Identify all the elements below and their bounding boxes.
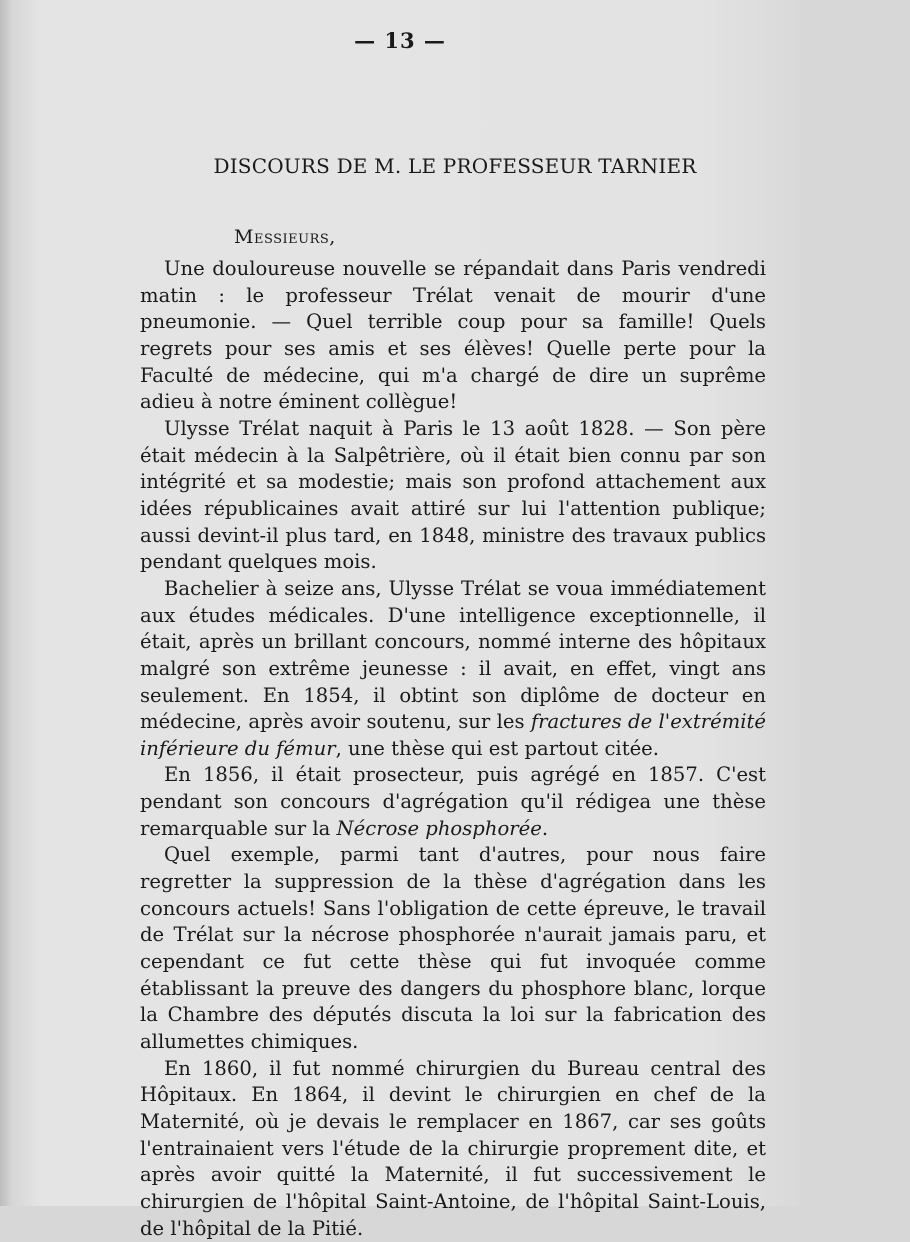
paragraph	[140, 576, 766, 763]
paragraph-text: En 1856, il était prosecteur, puis agrégé en 1857. C'est pendant son concours d'agrégation qu'il rédigea une thèse remarquable sur la	[140, 763, 766, 840]
salutation: Messieurs,	[234, 226, 336, 248]
thesis-title-italic: fractures de l'extrémité inférieure du fémur	[140, 710, 766, 760]
paragraph-text: , une thèse qui est partout citée.	[335, 736, 659, 760]
thesis-title-italic: Nécrose phosphorée	[336, 816, 542, 840]
paragraph: En 1860, il fut nommé chirurgien du Bureau central des Hôpitaux. En 1864, il devint le chirurgien en chef de la Maternité, où je devais le remplacer en 1867, car ses goûts l'entrainaient vers l'étude de la chirurgie proprement dite, et après avoir quitté la Maternité, il fut successivement le chirurgien de l'hôpital Saint-Antoine, de l'hôpital Saint-Louis, de l'hôpital de la Pitié.	[140, 1056, 766, 1240]
paragraph: Une douloureuse nouvelle se répandait dans Paris vendredi matin : le professeur Trélat venait de mourir d'une pneumonie. — Quel terrible coup pour sa famille! Quels regrets pour ses amis et ses élèves! Quelle perte pour la Faculté de médecine, qui m'a chargé de dire un suprême adieu à notre éminent collègue!	[140, 257, 766, 414]
paragraph	[140, 762, 766, 842]
body-text	[140, 256, 766, 1242]
paragraph: Ulysse Trélat naquit à Paris le 13 août 1828. — Son père était médecin à la Salpêtrière, où il était bien connu par son intégrité et sa modestie; mais son profond attachement aux idées républicaines avait attiré sur lui l'attention publique; aussi devint-il plus tard, en 1848, ministre des travaux publics pendant quelques mois.	[140, 416, 766, 574]
page-title: DISCOURS DE M. LE PROFESSEUR TARNIER	[213, 154, 697, 178]
page-number: — 13 —	[354, 28, 446, 53]
paragraph-text: .	[541, 816, 549, 840]
paragraph-text: Bachelier à seize ans, Ulysse Trélat se voua immédiatement aux études médicales. D'une intelligence exceptionnelle, il était, après un brillant concours, nommé interne des hôpitaux malgré son extrême jeunesse : il avait, en effet, vingt ans seulement. En 1854, il obtint son diplôme de docteur en médecine, après avoir soutenu, sur les	[140, 576, 766, 734]
paragraph: Quel exemple, parmi tant d'autres, pour nous faire regretter la suppression de la thèse d'agrégation dans les concours actuels! Sans l'obligation de cette épreuve, le travail de Trélat sur la nécrose phosphorée n'aurait jamais paru, et cependant ce fut cette thèse qui fut invoquée comme établissant la preuve des dangers du phosphore blanc, lorque la Chambre des députés discuta la loi sur la fabrication des allumettes chimiques.	[140, 843, 766, 1054]
